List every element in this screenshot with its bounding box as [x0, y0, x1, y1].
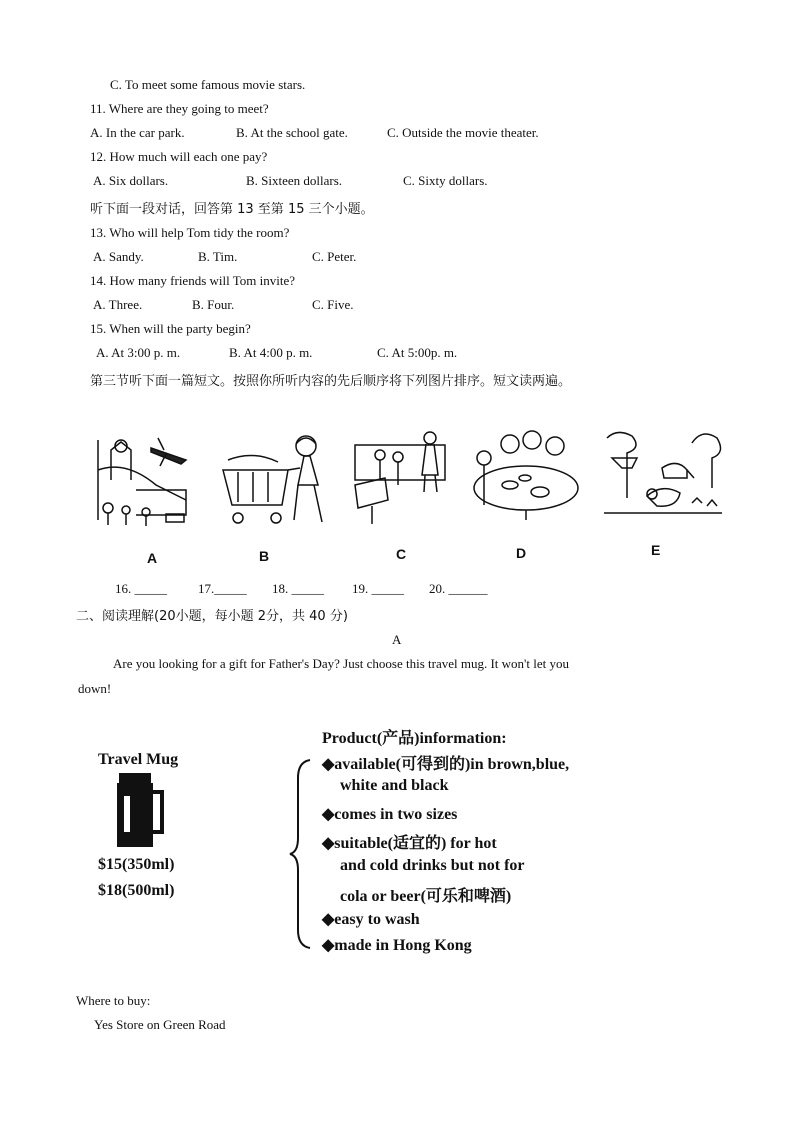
q15-question: 15. When will the party begin? — [90, 321, 251, 336]
blank-16[interactable]: 16. _____ — [115, 581, 167, 596]
q15-option-a: A. At 3:00 p. m. — [96, 345, 181, 360]
blank-18[interactable]: 18. _____ — [272, 581, 324, 596]
blank-20[interactable]: 20. ______ — [429, 581, 488, 596]
q12-option-c: C. Sixty dollars. — [403, 173, 488, 188]
passage-a-label: A — [392, 632, 402, 647]
q12-question: 12. How much will each one pay? — [90, 149, 268, 164]
picture-b-shopping — [218, 430, 330, 528]
q15-option-b: B. At 4:00 p. m. — [229, 345, 313, 360]
travel-mug-image — [114, 772, 166, 848]
picture-label-d: D — [516, 545, 527, 561]
info-line-colors-cont: white and black — [340, 777, 449, 794]
picture-label-c: C — [396, 546, 407, 562]
info-line-wash: ◆easy to wash — [322, 911, 420, 928]
info-line-suitable-cont1: and cold drinks but not for — [340, 857, 525, 874]
q12-option-a: A. Six dollars. — [93, 173, 169, 188]
product-info-title: Product(产品)information: — [322, 730, 507, 747]
brace-icon — [288, 758, 314, 950]
product-name: Travel Mug — [98, 751, 179, 768]
q11-question: 11. Where are they going to meet? — [90, 101, 269, 116]
q12-option-b: B. Sixteen dollars. — [246, 173, 343, 188]
store-name: Yes Store on Green Road — [94, 1017, 226, 1032]
picture-d-family-dinner — [470, 430, 582, 522]
part2-title: 二、阅读理解(20小题，每小题 2分，共 40 分) — [76, 609, 348, 624]
where-to-buy-label: Where to buy: — [76, 993, 151, 1008]
price-500ml: $18(500ml) — [98, 882, 175, 899]
info-line-suitable-cont2: cola or beer(可乐和啤酒) — [340, 888, 512, 905]
price-350ml: $15(350ml) — [98, 856, 175, 873]
q14-question: 14. How many friends will Tom invite? — [90, 273, 296, 288]
instruction-13-15: 听下面一段对话，回答第 13 至第 15 三个小题。 — [90, 202, 374, 217]
q11-option-a: A. In the car park. — [90, 125, 185, 140]
q13-option-c: C. Peter. — [312, 249, 357, 264]
blank-17[interactable]: 17._____ — [198, 581, 247, 596]
q13-option-a: A. Sandy. — [93, 249, 144, 264]
picture-label-e: E — [651, 542, 661, 558]
q11-option-b: B. At the school gate. — [236, 125, 348, 140]
picture-label-a: A — [147, 550, 158, 566]
q14-option-a: A. Three. — [93, 297, 143, 312]
section3-instruction: 第三节听下面一篇短文。按照你所听内容的先后顺序将下列图片排序。短文读两遍。 — [90, 374, 572, 389]
picture-label-b: B — [259, 548, 270, 564]
picture-c-family-sofa — [350, 430, 452, 526]
passage-a-intro-line2: down! — [78, 681, 112, 696]
info-line-sizes: ◆comes in two sizes — [322, 806, 458, 823]
picture-a-airport — [96, 430, 192, 528]
q15-option-c: C. At 5:00p. m. — [377, 345, 458, 360]
info-line-made-in: ◆made in Hong Kong — [322, 937, 472, 954]
q11-option-c: C. Outside the movie theater. — [387, 125, 539, 140]
q13-question: 13. Who will help Tom tidy the room? — [90, 225, 290, 240]
q10-option-c: C. To meet some famous movie stars. — [110, 77, 306, 92]
info-line-suitable: ◆suitable(适宜的) for hot — [322, 835, 497, 852]
q13-option-b: B. Tim. — [198, 249, 238, 264]
q14-option-b: B. Four. — [192, 297, 235, 312]
blank-19[interactable]: 19. _____ — [352, 581, 404, 596]
picture-e-zoo — [602, 428, 726, 520]
passage-a-intro-line1: Are you looking for a gift for Father's Day? Just choose this travel mug. It won't let you — [113, 656, 569, 671]
info-line-colors: ◆available(可得到的)in brown,blue, — [322, 756, 570, 773]
q14-option-c: C. Five. — [312, 297, 354, 312]
